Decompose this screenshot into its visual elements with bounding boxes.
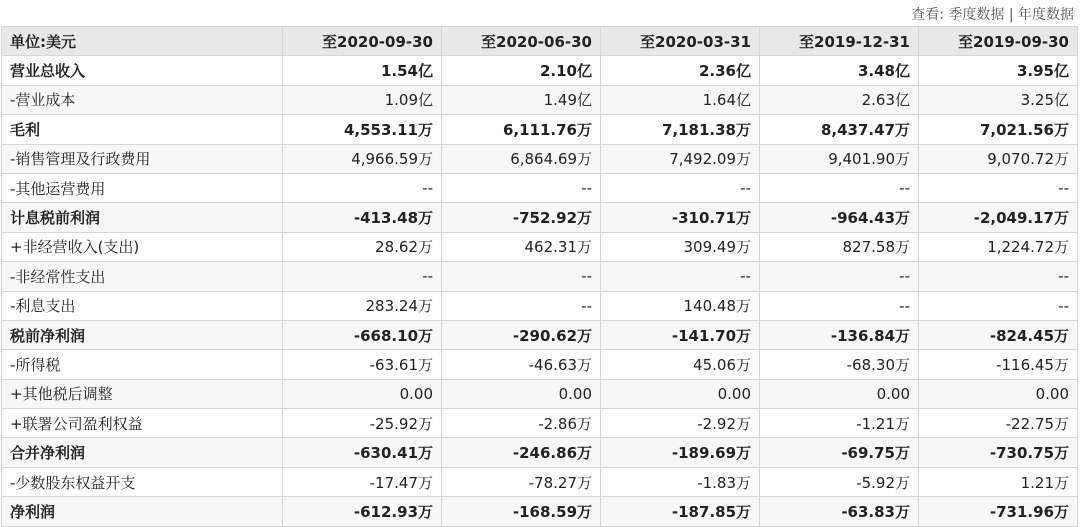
value-cell: -168.59万 — [442, 497, 601, 526]
value-cell: 3.25亿 — [919, 85, 1078, 114]
value-cell: 2.36亿 — [601, 56, 760, 85]
value-cell: -189.69万 — [601, 438, 760, 467]
value-cell: 1,224.72万 — [919, 232, 1078, 261]
value-cell: -- — [283, 173, 442, 202]
value-cell: -731.96万 — [919, 497, 1078, 526]
period-header: 至2019-09-30 — [919, 27, 1078, 56]
value-cell: 0.00 — [283, 379, 442, 408]
value-cell: -1.83万 — [601, 467, 760, 496]
row-label: -非经常性支出 — [2, 262, 283, 291]
value-cell: 4,553.11万 — [283, 115, 442, 144]
row-label: 税前净利润 — [2, 320, 283, 349]
view-prefix: 查看: — [911, 7, 944, 23]
row-label: 净利润 — [2, 497, 283, 526]
income-statement-table — [1, 26, 1078, 527]
value-cell: -69.75万 — [760, 438, 919, 467]
value-cell: -- — [442, 262, 601, 291]
view-switch-bar — [0, 0, 1080, 26]
value-cell: 827.58万 — [760, 232, 919, 261]
value-cell: 2.10亿 — [442, 56, 601, 85]
row-label: +非经营收入(支出) — [2, 232, 283, 261]
value-cell: -612.93万 — [283, 497, 442, 526]
value-cell: 7,181.38万 — [601, 115, 760, 144]
row-label: -所得税 — [2, 350, 283, 379]
value-cell: 2.63亿 — [760, 85, 919, 114]
value-cell: 140.48万 — [601, 291, 760, 320]
value-cell: -25.92万 — [283, 409, 442, 438]
value-cell: -63.83万 — [760, 497, 919, 526]
value-cell: -2.86万 — [442, 409, 601, 438]
row-label: +其他税后调整 — [2, 379, 283, 408]
table-row — [2, 144, 1078, 173]
table-row — [2, 497, 1078, 526]
value-cell: -413.48万 — [283, 203, 442, 232]
value-cell: -63.61万 — [283, 350, 442, 379]
value-cell: 0.00 — [919, 379, 1078, 408]
value-cell: 45.06万 — [601, 350, 760, 379]
value-cell: 1.21万 — [919, 467, 1078, 496]
table-row — [2, 291, 1078, 320]
value-cell: 0.00 — [601, 379, 760, 408]
value-cell: -- — [760, 173, 919, 202]
value-cell: 283.24万 — [283, 291, 442, 320]
value-cell: -68.30万 — [760, 350, 919, 379]
value-cell: 8,437.47万 — [760, 115, 919, 144]
table-row — [2, 85, 1078, 114]
quarterly-data-link[interactable]: 季度数据 — [948, 7, 1005, 23]
value-cell: -22.75万 — [919, 409, 1078, 438]
value-cell: -136.84万 — [760, 320, 919, 349]
value-cell: -824.45万 — [919, 320, 1078, 349]
table-row — [2, 350, 1078, 379]
table-row — [2, 438, 1078, 467]
row-label: -其他运营费用 — [2, 173, 283, 202]
table-row — [2, 379, 1078, 408]
table-row — [2, 173, 1078, 202]
value-cell: 1.64亿 — [601, 85, 760, 114]
value-cell: -46.63万 — [442, 350, 601, 379]
value-cell: 309.49万 — [601, 232, 760, 261]
view-separator: | — [1008, 7, 1014, 23]
period-header: 至2019-12-31 — [760, 27, 919, 56]
value-cell: -- — [442, 173, 601, 202]
value-cell: 1.49亿 — [442, 85, 601, 114]
value-cell: -668.10万 — [283, 320, 442, 349]
row-label: -利息支出 — [2, 291, 283, 320]
value-cell: 9,401.90万 — [760, 144, 919, 173]
value-cell: 4,966.59万 — [283, 144, 442, 173]
table-row — [2, 409, 1078, 438]
value-cell: -- — [919, 262, 1078, 291]
value-cell: -1.21万 — [760, 409, 919, 438]
value-cell: 7,021.56万 — [919, 115, 1078, 144]
row-label: 计息税前利润 — [2, 203, 283, 232]
value-cell: -- — [601, 262, 760, 291]
table-row — [2, 115, 1078, 144]
value-cell: -- — [919, 291, 1078, 320]
value-cell: 6,864.69万 — [442, 144, 601, 173]
annual-data-link[interactable]: 年度数据 — [1018, 7, 1074, 23]
value-cell: -17.47万 — [283, 467, 442, 496]
value-cell: 3.48亿 — [760, 56, 919, 85]
value-cell: -- — [760, 291, 919, 320]
unit-label: 单位:美元 — [2, 27, 283, 56]
value-cell: 3.95亿 — [919, 56, 1078, 85]
row-label: -少数股东权益开支 — [2, 467, 283, 496]
value-cell: -- — [442, 291, 601, 320]
value-cell: -310.71万 — [601, 203, 760, 232]
value-cell: -752.92万 — [442, 203, 601, 232]
value-cell: -78.27万 — [442, 467, 601, 496]
table-row — [2, 262, 1078, 291]
value-cell: -5.92万 — [760, 467, 919, 496]
value-cell: 7,492.09万 — [601, 144, 760, 173]
row-label: 营业总收入 — [2, 56, 283, 85]
value-cell: 1.54亿 — [283, 56, 442, 85]
table-row — [2, 232, 1078, 261]
value-cell: -964.43万 — [760, 203, 919, 232]
value-cell: 1.09亿 — [283, 85, 442, 114]
value-cell: -116.45万 — [919, 350, 1078, 379]
value-cell: -2.92万 — [601, 409, 760, 438]
value-cell: 9,070.72万 — [919, 144, 1078, 173]
value-cell: -187.85万 — [601, 497, 760, 526]
row-label: +联署公司盈利权益 — [2, 409, 283, 438]
value-cell: -246.86万 — [442, 438, 601, 467]
period-header: 至2020-09-30 — [283, 27, 442, 56]
row-label: 合并净利润 — [2, 438, 283, 467]
value-cell: -- — [601, 173, 760, 202]
view-links — [911, 4, 1074, 24]
row-label: -营业成本 — [2, 85, 283, 114]
table-row — [2, 320, 1078, 349]
value-cell: -141.70万 — [601, 320, 760, 349]
row-label: 毛利 — [2, 115, 283, 144]
header-row — [2, 27, 1078, 56]
value-cell: -- — [760, 262, 919, 291]
value-cell: 0.00 — [442, 379, 601, 408]
value-cell: 0.00 — [760, 379, 919, 408]
table-row — [2, 203, 1078, 232]
value-cell: -- — [283, 262, 442, 291]
value-cell: -630.41万 — [283, 438, 442, 467]
value-cell: -2,049.17万 — [919, 203, 1078, 232]
value-cell: -730.75万 — [919, 438, 1078, 467]
period-header: 至2020-03-31 — [601, 27, 760, 56]
table-row — [2, 56, 1078, 85]
row-label: -销售管理及行政费用 — [2, 144, 283, 173]
value-cell: 462.31万 — [442, 232, 601, 261]
value-cell: 6,111.76万 — [442, 115, 601, 144]
period-header: 至2020-06-30 — [442, 27, 601, 56]
value-cell: -290.62万 — [442, 320, 601, 349]
table-row — [2, 467, 1078, 496]
value-cell: 28.62万 — [283, 232, 442, 261]
value-cell: -- — [919, 173, 1078, 202]
